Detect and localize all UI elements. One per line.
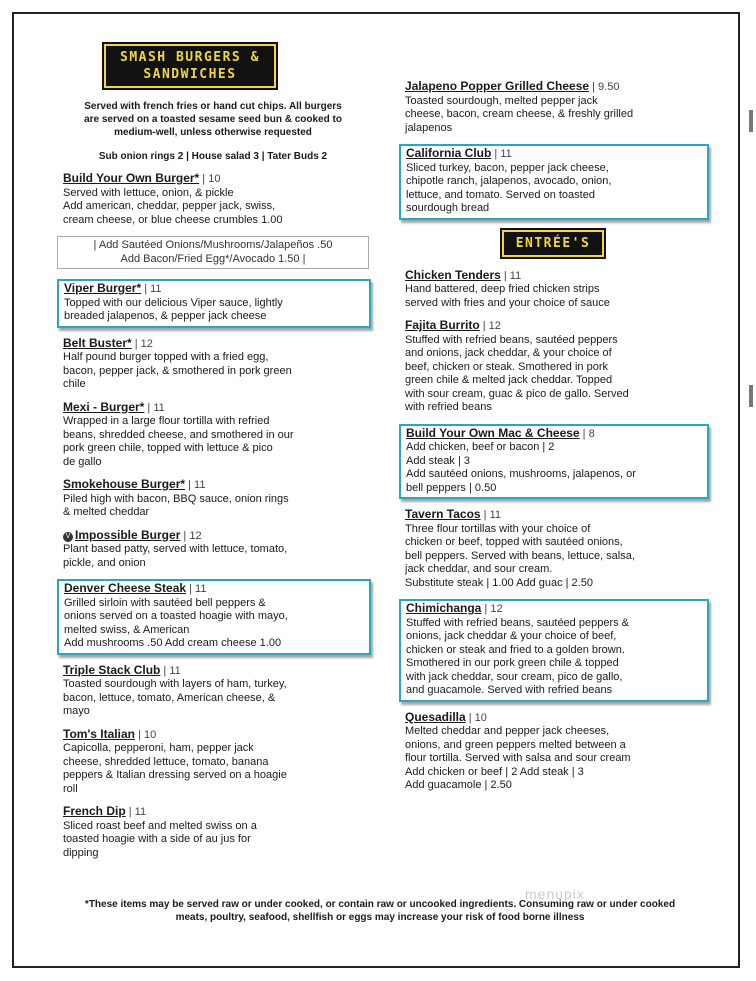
- description-line: with refried beans: [405, 401, 492, 413]
- menu-item-header: [63, 478, 363, 493]
- advisory-line: meats, poultry, seafood, shellfish or eggs may increase your risk of food borne illness: [175, 912, 585, 923]
- addon-line: | Add Sautéed Onions/Mushrooms/Jalapeños .50: [93, 239, 333, 251]
- menu-item-price: | 11: [128, 806, 147, 818]
- menu-item-name: Build Your Own Burger*: [63, 171, 200, 185]
- menu-item-description: [63, 742, 363, 796]
- description-line: Add chicken, beef or bacon | 2: [406, 441, 555, 453]
- menu-item-name: Jalapeno Popper Grilled Cheese: [405, 79, 590, 93]
- section-title-burgers: [104, 44, 276, 88]
- menu-item-header: [63, 805, 363, 820]
- menu-item-name: Build Your Own Mac & Cheese: [406, 425, 580, 440]
- description-line: chipotle ranch, jalapenos, avocado, onion,: [406, 175, 612, 187]
- menu-item: [405, 711, 701, 793]
- description-line: onions served on a toasted hoagie with mayo,: [64, 610, 288, 622]
- entree-title-wrap: [405, 230, 701, 257]
- right-items-entrees: [405, 269, 701, 793]
- menu-item-price: | 11: [483, 509, 501, 521]
- description-line: with jack cheddar, sour cream, pico de gallo,: [406, 670, 623, 683]
- intro-line: Served with french fries or hand cut chips. All burgers: [84, 101, 342, 112]
- description-line: Plant based patty, served with lettuce, tomato,: [63, 543, 288, 555]
- menu-item-description: [64, 297, 364, 324]
- menu-item-description: [406, 617, 702, 698]
- description-line: Add mushrooms .50 Add cream cheese 1.00: [64, 637, 282, 649]
- description-line: Sliced roast beef and melted swiss on a: [63, 819, 257, 832]
- description-line: chicken or beef, topped with sautéed onions,: [405, 536, 623, 548]
- menu-item-name: Smokehouse Burger*: [63, 477, 186, 491]
- description-line: Toasted sourdough with layers of ham, turkey,: [63, 678, 287, 690]
- description-line: Toasted sourdough, melted pepper jack: [405, 94, 598, 107]
- description-line: cheese, shredded lettuce, tomato, banana: [63, 755, 269, 768]
- description-line: sourdough bread: [406, 202, 490, 214]
- menu-item-header: [405, 711, 701, 726]
- description-line: Served with lettuce, onion, & pickle: [63, 186, 234, 199]
- description-line: and onions, jack cheddar, & your choice of: [405, 347, 612, 359]
- menu-item-description: [63, 415, 363, 469]
- menu-item-price: | 10: [202, 173, 221, 185]
- description-line: Substitute steak | 1.00 Add guac | 2.50: [405, 576, 593, 589]
- menu-item-name: Belt Buster*: [63, 335, 132, 350]
- menu-item: [63, 805, 363, 860]
- menu-item-price: | 11: [189, 583, 207, 595]
- description-line: Half pound burger topped with a fried egg,: [63, 351, 269, 363]
- menu-item-description: [405, 95, 701, 136]
- menu-item-header: [63, 337, 363, 352]
- menu-item-name: Chicken Tenders: [405, 267, 501, 282]
- description-line: toasted hoagie with a side of au jus for: [63, 833, 251, 845]
- right-items-top: [405, 80, 701, 220]
- menu-item-name: French Dip: [63, 804, 126, 818]
- description-line: Add steak | 3: [406, 454, 471, 467]
- edge-marker: [749, 110, 753, 132]
- menu-item-name: Denver Cheese Steak: [64, 581, 187, 595]
- menu-item-header: [405, 269, 701, 284]
- description-line: flour tortilla. Served with salsa and sour cream: [405, 752, 631, 764]
- menu-item-price: | 11: [144, 283, 162, 295]
- menu-item-description: [63, 820, 363, 861]
- menu-item-description: [63, 678, 363, 719]
- left-items-bottom: [63, 279, 363, 860]
- menu-item-header: [406, 602, 702, 617]
- menu-item-name: Fajita Burrito: [405, 318, 480, 332]
- menu-item: [63, 478, 363, 520]
- description-line: Piled high with bacon, BBQ sauce, onion rings: [63, 492, 289, 505]
- menu-item-header: [63, 664, 363, 679]
- menu-item: [63, 728, 363, 797]
- description-line: beef, chicken or steak. Smothered in pork: [405, 360, 608, 373]
- menu-item-price: | 11: [503, 269, 522, 282]
- menu-item: [63, 337, 363, 392]
- menu-item: [57, 579, 371, 655]
- menu-item: [63, 529, 363, 571]
- menu-item-description: [405, 334, 701, 415]
- description-line: dipping: [63, 846, 99, 859]
- menu-item-price: | 10: [468, 711, 487, 724]
- description-line: melted swiss, & American: [64, 623, 190, 636]
- section-title-line: SANDWICHES: [143, 67, 237, 82]
- right-column: [405, 80, 701, 802]
- intro-line: are served on a toasted sesame seed bun & cooked to: [84, 114, 342, 125]
- menu-item: [405, 269, 701, 311]
- menu-item-description: [405, 725, 701, 793]
- menu-item-price: | 9.50: [592, 81, 620, 93]
- burger-addons: [57, 236, 369, 269]
- description-line: bacon, lettuce, tomato, American cheese, &: [63, 691, 276, 704]
- left-items-top: [63, 172, 363, 227]
- menu-item: [405, 508, 701, 590]
- description-line: and guacamole. Served with refried beans: [406, 684, 613, 696]
- menu-item-price: | 11: [494, 148, 512, 160]
- description-line: de gallo: [63, 455, 102, 468]
- left-column: [63, 44, 363, 869]
- menu-item: [399, 424, 709, 500]
- description-line: Topped with our delicious Viper sauce, lightly: [64, 296, 283, 309]
- description-line: Stuffed with refried beans, sautéed peppers &: [406, 616, 629, 629]
- description-line: jalapenos: [405, 121, 453, 134]
- menu-item-price: | 12: [183, 529, 202, 542]
- description-line: peppers & Italian dressing served on a hoagie: [63, 769, 287, 781]
- menu-item-description: [406, 441, 702, 495]
- description-line: cream cheese, or blue cheese crumbles 1.00: [63, 213, 283, 226]
- menu-item-description: [63, 187, 363, 228]
- description-line: jack cheddar, and sour cream.: [405, 563, 553, 575]
- menu-item-price: | 12: [484, 603, 503, 615]
- menu-item-description: [64, 597, 364, 651]
- burger-intro: [58, 100, 368, 139]
- menu-item-header: [63, 728, 363, 743]
- description-line: Hand battered, deep fried chicken strips: [405, 283, 600, 295]
- menu-item-header: [405, 319, 701, 334]
- menu-item-header: [63, 172, 363, 187]
- section-title-line: SMASH BURGERS &: [120, 50, 260, 65]
- menu-item: [405, 80, 701, 135]
- menu-item: [63, 172, 363, 227]
- menu-item-description: [405, 523, 701, 591]
- addon-line: Add Bacon/Fried Egg*/Avocado 1.50 |: [120, 252, 306, 265]
- menu-item: [63, 401, 363, 470]
- description-line: bell peppers. Served with beans, lettuce, salsa,: [405, 549, 635, 562]
- description-line: Stuffed with refried beans, sautéed peppers: [405, 333, 618, 346]
- side-substitutions: Sub onion rings 2 | House salad 3 | Tater Buds 2: [98, 151, 328, 162]
- menu-item-name: Tavern Tacos: [405, 507, 481, 521]
- description-line: with sour cream, guac & pico de gallo. Served: [405, 387, 629, 400]
- menu-item-header: [406, 147, 702, 162]
- menu-item-price: | 10: [138, 728, 157, 741]
- menu-item-header: [63, 529, 363, 544]
- description-line: bell peppers | 0.50: [406, 481, 497, 494]
- description-line: Sliced turkey, bacon, pepper jack cheese,: [406, 161, 609, 174]
- menu-item-header: [63, 401, 363, 416]
- menu-item-description: [63, 351, 363, 392]
- menu-item-name: Mexi - Burger*: [63, 399, 145, 414]
- consumer-advisory: [70, 898, 690, 924]
- description-line: bacon, pepper jack, & smothered in pork green: [63, 364, 292, 377]
- intro-line: medium-well, unless otherwise requested: [114, 127, 312, 138]
- description-line: & melted cheddar: [63, 506, 150, 518]
- menu-item-price: | 12: [482, 320, 501, 332]
- menu-item-description: [406, 162, 702, 216]
- advisory-line: *These items may be served raw or under cooked, or contain raw or uncooked ingredients. Consuming raw or under cooked: [84, 899, 676, 910]
- description-line: Add american, cheddar, pepper jack, swiss,: [63, 200, 276, 212]
- menu-item-name: Triple Stack Club: [63, 662, 161, 677]
- description-line: Add sautéed onions, mushrooms, jalapenos, or: [406, 468, 636, 480]
- menu-item-description: [405, 283, 701, 310]
- menu-item-price: | 8: [582, 427, 595, 440]
- menu-item: [63, 664, 363, 719]
- description-line: served with fries and your choice of sauce: [405, 296, 610, 309]
- menu-item-name: Chimichanga: [406, 601, 482, 615]
- description-line: cheese, bacon, cream cheese, & freshly grilled: [405, 108, 634, 120]
- menu-item: [57, 279, 371, 328]
- description-line: Three flour tortillas with your choice of: [405, 522, 591, 535]
- description-line: green chile & melted jack cheddar. Topped: [405, 374, 613, 386]
- menu-item-name: Viper Burger*: [64, 281, 142, 295]
- menu-item-header: [405, 508, 701, 523]
- section-title-entrees: ENTRÉE'S: [502, 230, 605, 257]
- description-line: pork green chile, topped with lettuce & pico: [63, 442, 273, 454]
- menu-item-name: Quesadilla: [405, 709, 466, 724]
- watermark-logo: menupix: [525, 886, 585, 902]
- menu-item: [399, 599, 709, 702]
- menu-item: [405, 319, 701, 415]
- menu-item-price: | 11: [188, 479, 206, 491]
- description-line: breaded jalapenos, & pepper jack cheese: [64, 310, 267, 322]
- description-line: chile: [63, 378, 86, 390]
- description-line: onions, jack cheddar & your choice of beef,: [406, 630, 617, 642]
- menu-item-price: | 11: [163, 664, 181, 677]
- description-line: pickle, and onion: [63, 556, 146, 569]
- vegan-icon: V: [63, 532, 73, 542]
- description-line: roll: [63, 782, 78, 795]
- menu-item-name: Impossible Burger: [75, 527, 181, 542]
- description-line: onions, and green peppers melted between a: [405, 738, 626, 751]
- menu-item-header: [64, 282, 364, 297]
- menu-item-name: Tom's Italian: [63, 726, 135, 741]
- description-line: Add guacamole | 2.50: [405, 779, 512, 791]
- menu-item-name: California Club: [406, 146, 492, 160]
- description-line: Smothered in our pork green chile & topped: [406, 657, 619, 669]
- description-line: Wrapped in a large flour tortilla with refried: [63, 415, 270, 427]
- menu-item-header: [64, 582, 364, 597]
- menu-item-price: | 12: [134, 337, 153, 350]
- edge-marker: [749, 385, 753, 407]
- description-line: Capicolla, pepperoni, ham, pepper jack: [63, 742, 254, 754]
- description-line: Grilled sirloin with sautéed bell peppers &: [64, 596, 266, 609]
- description-line: beans, shredded cheese, and smothered in our: [63, 428, 294, 441]
- description-line: lettuce, and tomato. Served on toasted: [406, 188, 595, 201]
- menu-item-price: | 11: [147, 401, 165, 414]
- menu-item-description: [63, 493, 363, 520]
- menu-item-header: [405, 80, 701, 95]
- menu-item: [399, 144, 709, 220]
- description-line: mayo: [63, 705, 90, 717]
- menu-item-description: [63, 543, 363, 570]
- description-line: Add chicken or beef | 2 Add steak | 3: [405, 765, 584, 778]
- description-line: chicken or steak and fried to a golden brown.: [406, 643, 625, 656]
- menu-item-header: [406, 427, 702, 442]
- description-line: Melted cheddar and pepper jack cheeses,: [405, 725, 610, 737]
